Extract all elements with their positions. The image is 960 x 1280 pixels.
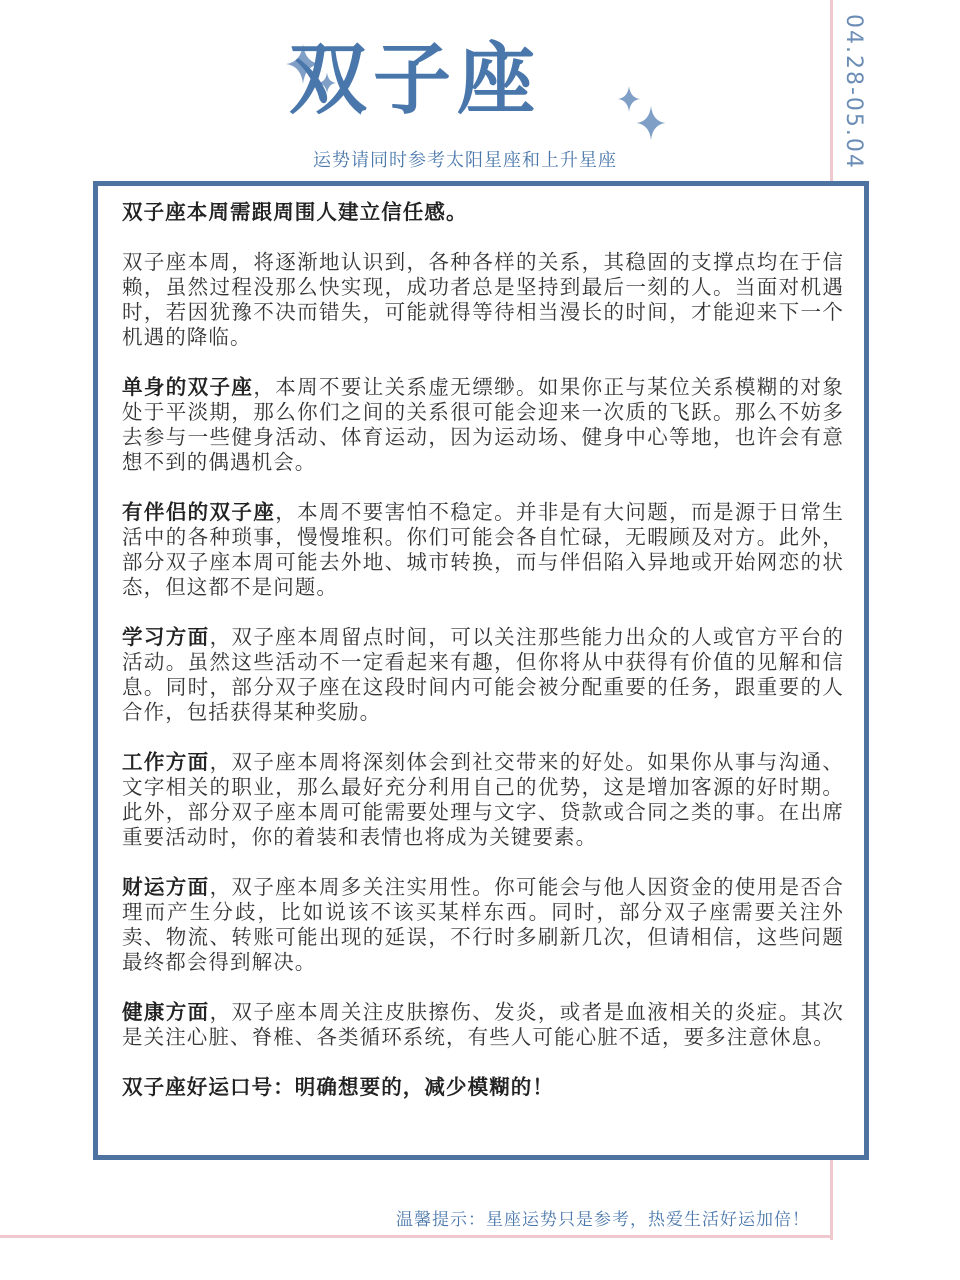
page-subtitle: 运势请同时参考太阳星座和上升星座 [313,150,617,171]
page-title: 双子座 [288,35,541,125]
footer-tip: 温馨提示：星座运势只是参考，热爱生活好运加倍！ [396,1210,810,1230]
content-box [93,181,869,1160]
section-text: ，双子座本周将深刻体会到社交带来的好处。如果你从事与沟通、文字相关的职业，那么最好充分利用自己的优势，这是增加客源的好时期。此外，部分双子座本周可能需要处理与文字、贷款或合同之类的事。在出席重要活动时，你的着装和表情也将成为关键要素。 [122,750,844,849]
section-label: 财运方面 [122,875,210,899]
section-label: 健康方面 [122,1000,210,1024]
section-label: 工作方面 [122,750,210,774]
pink-horizontal-line [0,1235,833,1238]
section-text: ，双子座本周关注皮肤擦伤、发炎，或者是血液相关的炎症。其次是关注心脏、脊椎、各类循环系统，有些人可能心脏不适，要多注意休息。 [122,1000,844,1049]
section-label: 学习方面 [122,625,210,649]
section-label: 有伴侣的双子座 [122,500,276,524]
section-health [122,1000,844,1050]
date-range: 04.28-05.04 [841,14,866,170]
section-finance [122,875,844,975]
section-text: ，双子座本周多关注实用性。你可能会与他人因资金的使用是否合理而产生分歧，比如说该不该买某样东西。同时，部分双子座需要关注外卖、物流、转账可能出现的延误，不行时多刷新几次，但请相信，这些问题最终都会得到解决。 [122,875,844,974]
horoscope-content [122,200,844,1125]
section-single [122,375,844,475]
section-text: ，本周不要让关系虚无缥缈。如果你正与某位关系模糊的对象处于平淡期，那么你们之间的关系很可能会迎来一次质的飞跃。那么不妨多去参与一些健身活动、体育运动，因为运动场、健身中心等地，也许会有意想不到的偶遇机会。 [122,375,844,474]
intro-text: 双子座本周需跟周围人建立信任感。 [122,200,468,224]
section-text: ，双子座本周留点时间，可以关注那些能力出众的人或官方平台的活动。虽然这些活动不一定看起来有趣，但你将从中获得有价值的见解和信息。同时，部分双子座在这段时间内可能会被分配重要的任务，跟重要的人合作，包括获得某种奖励。 [122,625,844,724]
section-study [122,625,844,725]
intro-paragraph [122,200,844,225]
section-text: ，本周不要害怕不稳定。并非是有大问题，而是源于日常生活中的各种琐事，慢慢堆积。你们可能会各自忙碌，无暇顾及对方。此外，部分双子座本周可能去外地、城市转换，而与伴侣陷入异地或开始网恋的状态，但这都不是问题。 [122,500,844,599]
section-partnered [122,500,844,600]
slogan-paragraph [122,1075,844,1100]
overview-paragraph: 双子座本周，将逐渐地认识到，各种各样的关系，其稳固的支撑点均在于信赖，虽然过程没那么快实现，成功者总是坚持到最后一刻的人。当面对机遇时，若因犹豫不决而错失，可能就得等待相当漫长的时间，才能迎来下一个机遇的降临。 [122,250,844,349]
slogan-text: 双子座好运口号：明确想要的，减少模糊的！ [122,1075,554,1099]
section-work [122,750,844,850]
section-label: 单身的双子座 [122,375,254,399]
